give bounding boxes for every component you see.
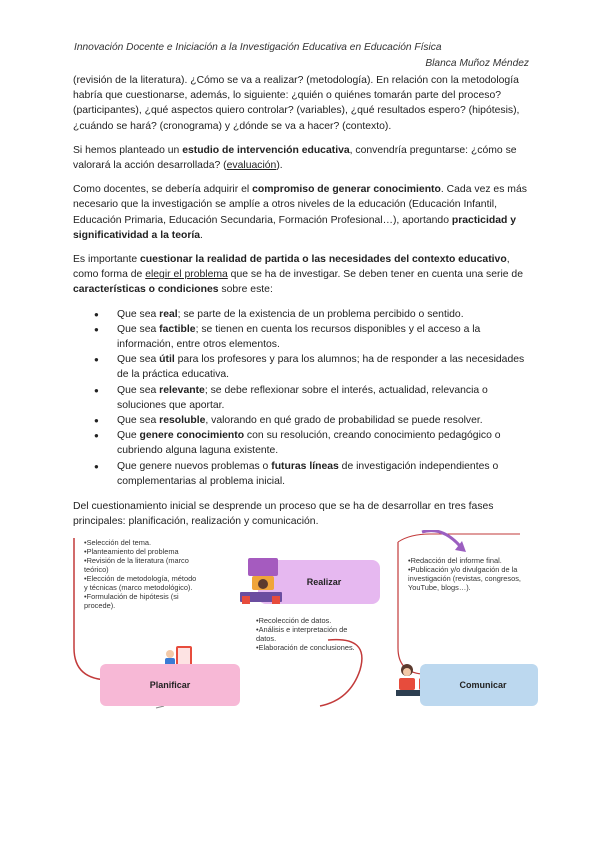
text-span: ; se tienen en cuenta los recursos disponibles y el acceso a la información, entre otros elementos. [117, 323, 481, 351]
list-item: •Planteamiento del problema [84, 547, 179, 556]
text-span: ). [276, 160, 283, 172]
list-item: •Publicación y/o divulgación de la investigación (revistas, congresos, YouTube, blogs…). [408, 565, 521, 592]
text-span: Que sea [117, 354, 160, 366]
text-span: Que genere nuevos problemas o [117, 460, 272, 472]
list-item: •Elección de metodología, método y técnicas (marco metodológico). [84, 574, 197, 592]
text-span: ; se parte de la existencia de un problema percibido o sentido. [177, 308, 464, 320]
bold-text: futuras líneas [271, 460, 339, 472]
underlined-text: elegir el problema [145, 269, 228, 281]
researcher-icon [238, 556, 284, 608]
list-item: •Formulación de hipótesis (si procede). [84, 592, 179, 610]
underlined-text: evaluación [226, 160, 277, 172]
small-arrow [156, 706, 164, 708]
list-item [117, 322, 533, 352]
text-span: Que sea [117, 384, 160, 396]
text-span: Que [117, 430, 140, 442]
list-item: •Análisis e interpretación de datos. [256, 625, 348, 643]
bold-text: genere conocimiento [139, 430, 245, 442]
list-item: •Recolección de datos. [256, 616, 332, 625]
text-span: de investigación independientes o complementarias al problema inicial. [117, 460, 499, 487]
text-span: , valorando en qué grado de probabilidad se puede resolver. [205, 415, 483, 427]
text-span: para los profesores y para los alumnos; ha de responder a las necesidades de la práctica educativa. [117, 354, 525, 381]
process-diagram [70, 530, 532, 710]
comunicar-pill: Comunicar [420, 664, 538, 706]
text-span: ; se debe reflexionar sobre el interés, actualidad, relevancia o soluciones que aportar. [117, 384, 488, 411]
document-body [73, 73, 533, 538]
text-span: que se ha de investigar. Se deben tener en cuenta una serie de [227, 269, 523, 281]
list-item [117, 413, 533, 428]
characteristics-list [73, 307, 533, 489]
text-span: Es importante [73, 254, 140, 266]
list-item: •Elaboración de conclusiones. [256, 643, 355, 652]
header-author: Blanca Muñoz Méndez [425, 58, 529, 69]
text-span: sobre este: [218, 284, 273, 296]
realizar-pill: Realizar [258, 560, 380, 604]
header-title: Innovación Docente e Iniciación a la Investigación Educativa en Educación Física [74, 42, 442, 53]
text-span: , como forma de [73, 254, 510, 281]
text-span: . [200, 229, 203, 241]
bold-text: relevante [159, 384, 205, 396]
text-span: . Cada vez es más necesario que la investigación se amplíe a otros niveles de la educación (Educación Infantil, Educación Primaria, Educación Secundaria, Formación Profesional…), aportando [73, 184, 527, 226]
paragraph-1: (revisión de la literatura). ¿Cómo se va a realizar? (metodología). En relación con la metodología habría que cuestionarse, además, lo siguiente: ¿quién o quiénes tomarán parte del proceso? (participantes), ¿qué aspectos quiero controlar? (variables), ¿qué resultados espero? (hipótesis), ¿cuándo se hará? (cronograma) y ¿dónde se va a hacer? (contexto). [73, 75, 520, 132]
paragraph-5: Del cuestionamiento inicial se desprende un proceso que se ha de desarrollar en tres fases principales: planificación, realización y comunicación. [73, 501, 494, 528]
text-span: Que sea [117, 323, 160, 335]
paragraph-2 [73, 143, 533, 173]
text-span: Que sea [117, 415, 160, 427]
comunicar-items [408, 556, 526, 592]
bold-text: compromiso de generar conocimiento [252, 184, 441, 196]
list-item: •Redacción del informe final. [408, 556, 502, 565]
list-item [117, 428, 533, 458]
list-item [117, 383, 533, 413]
bold-text: cuestionar la realidad de partida o las necesidades del contexto educativo [140, 254, 507, 266]
text-span: Como docentes, se debería adquirir el [73, 184, 253, 196]
text-span: Que sea [117, 308, 160, 320]
arrow-curve [422, 531, 460, 546]
planificar-items [84, 538, 202, 610]
bold-text: factible [159, 323, 196, 335]
connector-curve [398, 534, 520, 542]
paragraph-4 [73, 252, 533, 298]
paragraph-3 [73, 182, 533, 243]
bold-text: practicidad y significatividad a la teoría [73, 214, 516, 241]
text-span: Si hemos planteado un [73, 144, 183, 156]
list-item [117, 307, 533, 322]
bold-text: útil [159, 354, 175, 366]
list-item [117, 352, 533, 382]
bold-text: características o condiciones [73, 284, 219, 296]
bold-text: real [159, 308, 178, 320]
realizar-items [256, 616, 368, 652]
list-item: •Selección del tema. [84, 538, 152, 547]
bold-text: estudio de intervención educativa [182, 144, 350, 156]
list-item [117, 459, 533, 489]
bold-text: resoluble [159, 415, 206, 427]
text-span: , convendría preguntarse: ¿cómo se valorará la acción desarrollada? ( [73, 144, 517, 172]
list-item: •Revisión de la literatura (marco teórico) [84, 556, 189, 574]
text-span: con su resolución, creando conocimiento pedagógico o cubriendo alguna laguna existente. [117, 430, 501, 457]
planificar-pill: Planificar [100, 664, 240, 706]
